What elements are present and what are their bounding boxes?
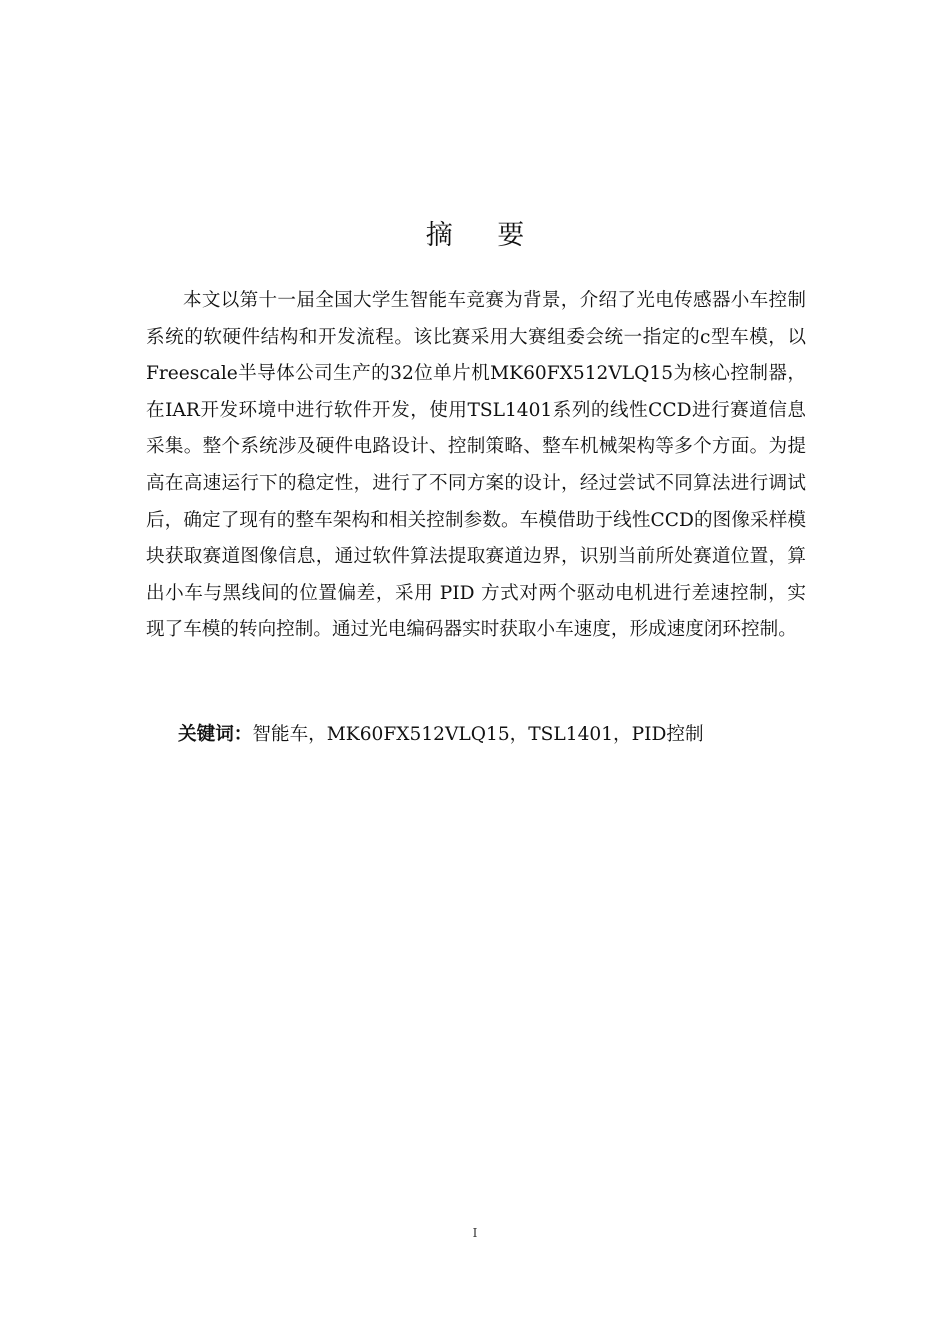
page-number: I [472,1226,478,1240]
keywords-values: 智能车，MK60FX512VLQ15，TSL1401，PID控制 [252,724,704,745]
page-title: 摘 要 [425,220,543,251]
keywords-label: 关键词： [178,724,253,745]
abstract-paragraph: 本文以第十一届全国大学生智能车竞赛为背景，介绍了光电传感器小车控制系统的软硬件结构和开发流程。该比赛采用大赛组委会统一指定的c型车模，以Freescale半导体公司生产的32位单片机MK60FX512VLQ15为核心控制器，在IAR开发环境中进行软件开发，使用TSL1401系列的线性CCD进行赛道信息采集。整个系统涉及硬件电路设计、控制策略、整车机械架构等多个方面。为提高在高速运行下的稳定性，进行了不同方案的设计，经过尝试不同算法进行调试后，确定了现有的整车架构和相关控制参数。车模借助于线性CCD的图像采样模块获取赛道图像信息，通过软件算法提取赛道边界，识别当前所处赛道位置，算出小车与黑线间的位置偏差，采用 PID 方式对两个驱动电机进行差速控制，实现了车模的转向控制。通过光电编码器实时获取小车速度，形成速度闭环控制。 [146,290,806,641]
keywords-line [178,720,818,750]
